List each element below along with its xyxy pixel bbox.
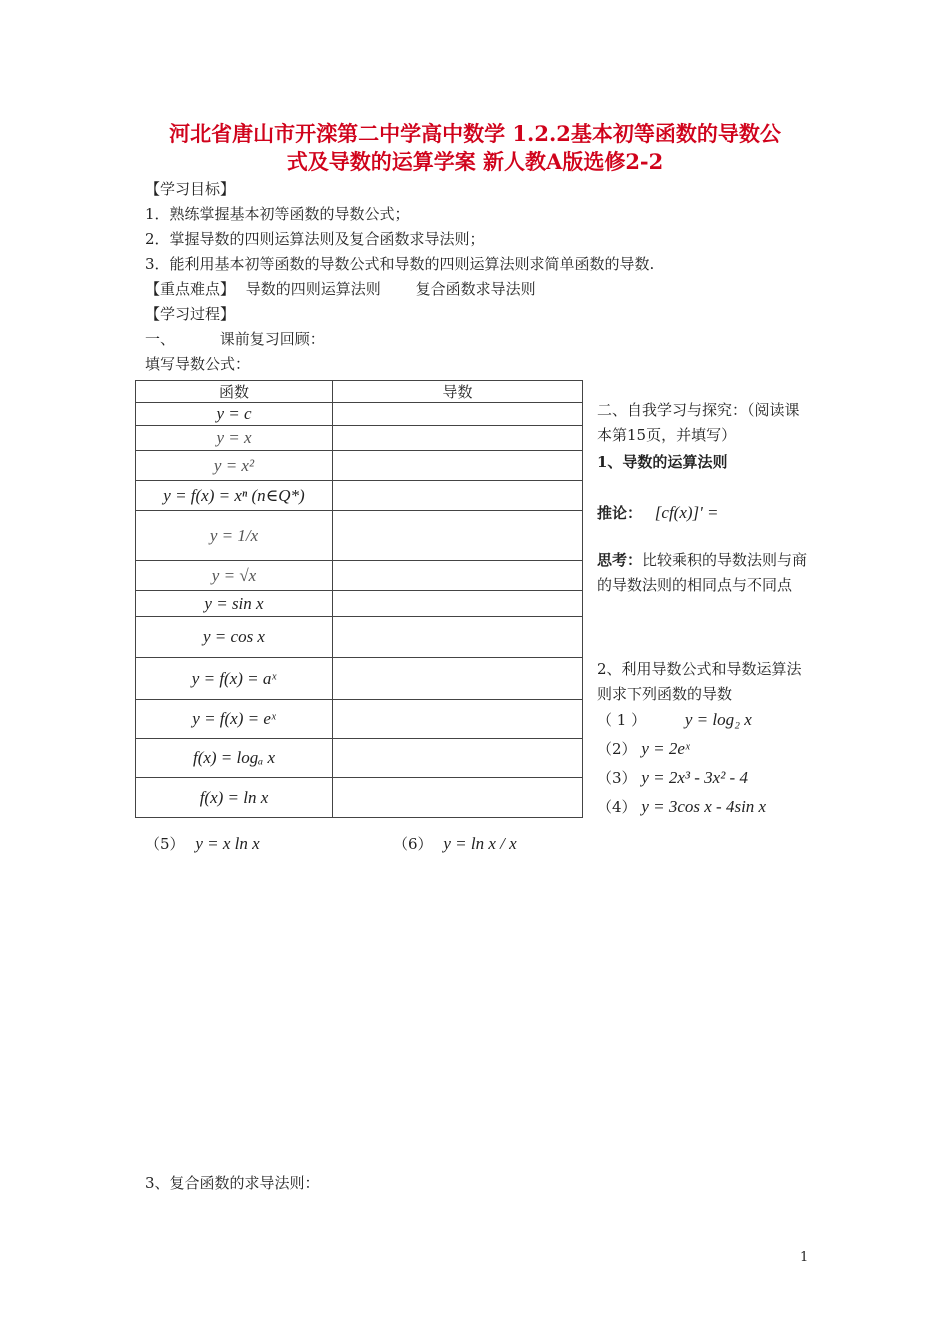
table-row (136, 403, 583, 426)
derivative-answer-cell[interactable] (333, 591, 583, 617)
exercise-2 (597, 736, 812, 762)
derivative-answer-cell[interactable] (333, 658, 583, 700)
part1-line (145, 328, 325, 349)
function-formula: y = √x (211, 565, 257, 585)
table-row (136, 617, 583, 658)
table-row (136, 739, 583, 778)
header-function: 函数 (136, 381, 333, 403)
goal-item-2: 2．掌握导数的四则运算法则及复合函数求导法则； (145, 230, 485, 248)
exercise-6 (393, 833, 517, 854)
function-cell (136, 658, 333, 700)
goal-item-3: 3．能利用基本初等函数的导数公式和导数的四则运算法则求简单函数的导数. (145, 255, 655, 273)
derivative-answer-cell[interactable] (333, 778, 583, 818)
derivative-answer-cell[interactable] (333, 511, 583, 561)
function-cell (136, 403, 333, 426)
think-block (597, 548, 812, 598)
fill-formula-label: 填写导数公式： (145, 355, 251, 373)
derivative-answer-cell[interactable] (333, 451, 583, 481)
title-line-2: 式及导数的运算学案 新人教A版选修2-2 (286, 149, 664, 174)
function-cell (136, 700, 333, 739)
exercise-expression: y = log₂ x (684, 710, 752, 729)
process-heading: 【学习过程】 (145, 305, 236, 323)
exercise-1 (597, 707, 812, 733)
function-cell (136, 617, 333, 658)
table-row (136, 700, 583, 739)
header-derivative: 导数 (333, 381, 583, 403)
derivative-answer-cell[interactable] (333, 426, 583, 451)
think-text: 比较乘积的导数法则与商的导数法则的相同点与不同点 (597, 551, 808, 594)
key-points-text: 导数的四则运算法则 (245, 280, 381, 298)
exercise-expression: y = 3cos x - 4sin x (641, 797, 767, 816)
function-formula: y = 1/x (209, 525, 259, 545)
exercise-4 (597, 794, 812, 820)
table-row (136, 481, 583, 511)
table-row (136, 561, 583, 591)
exercise-number: （4） (597, 798, 637, 816)
exercise-expression: y = x ln x (195, 834, 260, 853)
function-cell (136, 511, 333, 561)
function-formula: y = x (216, 428, 252, 447)
function-cell (136, 739, 333, 778)
key-points-heading: 【重点难点】 (145, 280, 236, 298)
table-row (136, 426, 583, 451)
title-line-1: 河北省唐山市开滦第二中学高中数学 1.2.2基本初等函数的导数公 (169, 121, 781, 146)
table-row (136, 658, 583, 700)
function-cell (136, 426, 333, 451)
function-formula: y = sin x (204, 593, 264, 613)
exercise-number: （ 1 ） (597, 711, 647, 729)
document-title (120, 120, 830, 176)
task-2-heading: 2、利用导数公式和导数运算法则求下列函数的导数 (597, 660, 802, 703)
page-number: 1 (800, 1250, 809, 1265)
function-formula: y = cos x (203, 627, 265, 646)
part1-title: 课前复习回顾： (219, 330, 325, 348)
derivative-answer-cell[interactable] (333, 739, 583, 778)
table-row (136, 778, 583, 818)
function-formula: f(x) = logₐ x (192, 748, 276, 767)
table-header-row (136, 381, 583, 403)
section-3-heading: 3、复合函数的求导法则： (145, 1174, 320, 1192)
function-formula: y = x² (213, 455, 255, 475)
function-cell (136, 481, 333, 511)
corollary (597, 500, 812, 526)
exercise-number: （5） (145, 835, 185, 853)
function-cell (136, 451, 333, 481)
derivative-answer-cell[interactable] (333, 481, 583, 511)
function-cell (136, 591, 333, 617)
key-points-text-2: 复合函数求导法则 (415, 280, 536, 298)
function-formula: y = f(x) = eˣ (192, 709, 276, 728)
derivative-answer-cell[interactable] (333, 561, 583, 591)
derivative-answer-cell[interactable] (333, 700, 583, 739)
derivative-answer-cell[interactable] (333, 403, 583, 426)
table-row (136, 591, 583, 617)
exercise-expression: y = 2eˣ (641, 739, 690, 758)
rule-heading: 1、导数的运算法则 (597, 453, 728, 471)
goals-heading: 【学习目标】 (145, 180, 236, 198)
think-label: 思考： (597, 551, 643, 569)
function-cell (136, 778, 333, 818)
function-formula: y = f(x) = aˣ (191, 668, 277, 688)
corollary-expression: [cf(x)]' = (654, 503, 719, 522)
exercise-number: （6） (393, 835, 433, 853)
table-row (136, 511, 583, 561)
exercise-5 (145, 833, 260, 854)
goal-item-1: 1．熟练掌握基本初等函数的导数公式； (145, 205, 410, 223)
derivative-answer-cell[interactable] (333, 617, 583, 658)
exercise-expression: y = ln x / x (443, 834, 517, 853)
exercise-expression: y = 2x³ - 3x² - 4 (641, 768, 748, 787)
function-formula: y = f(x) = xⁿ (n∈Q*) (163, 485, 305, 505)
corollary-label: 推论： (597, 504, 643, 522)
derivative-table (135, 380, 583, 818)
section-2-heading: 二、自我学习与探究：（阅读课本第15页，并填写） (597, 401, 800, 444)
part1-number: 一、 (145, 330, 176, 348)
exercise-number: （3） (597, 769, 637, 787)
function-cell (136, 561, 333, 591)
function-formula: y = c (216, 404, 252, 423)
table-row (136, 451, 583, 481)
exercise-3 (597, 765, 812, 791)
function-formula: f(x) = ln x (199, 787, 269, 807)
exercise-number: （2） (597, 740, 637, 758)
key-points (145, 278, 536, 299)
